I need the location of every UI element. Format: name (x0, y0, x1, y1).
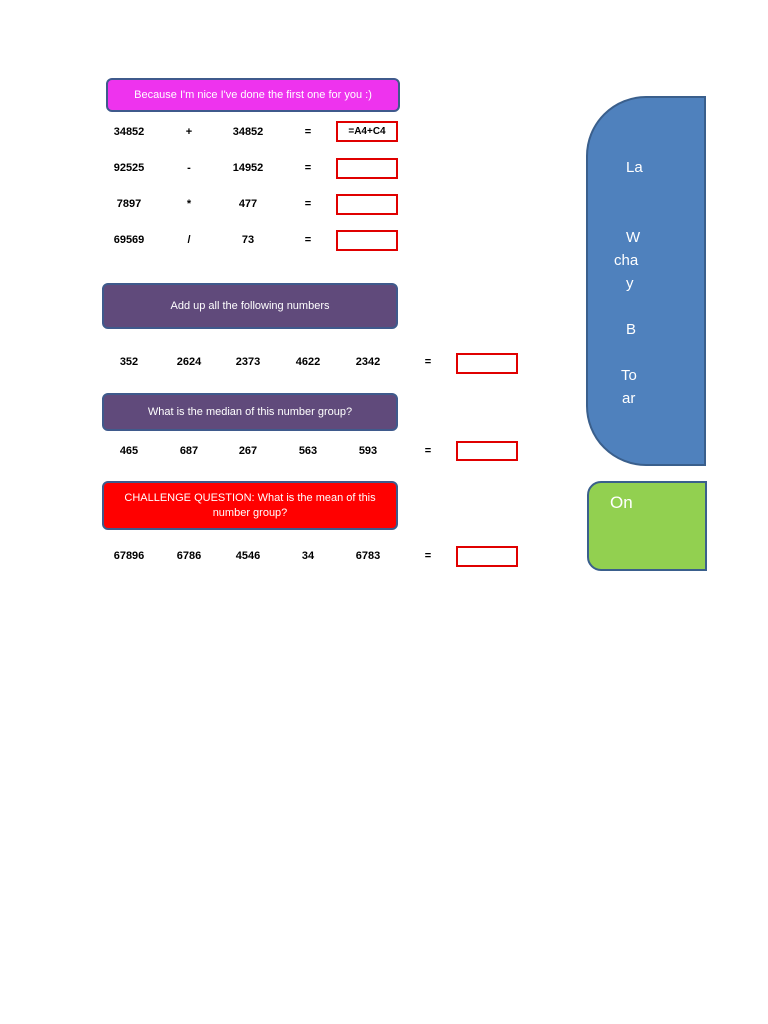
equals-sign: = (424, 356, 432, 368)
operand-b: 34852 (232, 126, 264, 138)
equals-sign: = (304, 198, 312, 210)
answer-cell[interactable] (336, 158, 398, 179)
median-question-banner: What is the median of this number group? (102, 393, 398, 431)
instruction-line: cha (614, 252, 639, 269)
equals-sign: = (304, 126, 312, 138)
number-cell: 2373 (235, 356, 261, 368)
number-cell: 267 (238, 445, 258, 457)
operand-a: 92525 (113, 162, 145, 174)
number-cell: 563 (298, 445, 318, 457)
answer-cell[interactable] (336, 230, 398, 251)
instruction-line: B (626, 321, 637, 338)
number-cell: 352 (119, 356, 139, 368)
number-cell: 465 (119, 445, 139, 457)
operator: - (187, 162, 191, 174)
operand-a: 34852 (113, 126, 145, 138)
number-cell: 2342 (355, 356, 381, 368)
instruction-line: y (626, 275, 634, 292)
number-cell: 67896 (113, 550, 145, 562)
operand-b: 73 (241, 234, 255, 246)
operand-a: 7897 (116, 198, 142, 210)
green-note-text: On (610, 493, 633, 512)
green-note-panel (587, 481, 637, 571)
challenge-question-banner: CHALLENGE QUESTION: What is the mean of this number group? (102, 481, 398, 530)
operator: * (186, 198, 192, 210)
instruction-line: ar (622, 390, 636, 407)
equals-sign: = (304, 234, 312, 246)
number-cell: 2624 (176, 356, 202, 368)
number-cell: 6783 (355, 550, 381, 562)
operand-b: 477 (238, 198, 258, 210)
equals-sign: = (304, 162, 312, 174)
number-cell: 593 (358, 445, 378, 457)
challenge-answer-cell[interactable] (456, 546, 518, 567)
number-cell: 687 (179, 445, 199, 457)
instructions-shape (586, 96, 706, 466)
median-answer-cell[interactable] (456, 441, 518, 461)
example-banner: Because I'm nice I've done the first one for you :) (106, 78, 400, 112)
number-cell: 34 (301, 550, 315, 562)
number-cell: 4546 (235, 550, 261, 562)
instruction-line: W (626, 229, 641, 246)
answer-cell[interactable] (336, 194, 398, 215)
instruction-line: La (626, 159, 643, 176)
operator: / (187, 234, 191, 246)
equals-sign: = (424, 445, 432, 457)
sum-answer-cell[interactable] (456, 353, 518, 374)
instruction-line: To (621, 367, 637, 384)
operand-b: 14952 (232, 162, 264, 174)
instructions-panel (586, 96, 643, 468)
operator: + (185, 126, 193, 138)
answer-cell[interactable]: =A4+C4 (336, 121, 398, 142)
number-cell: 4622 (295, 356, 321, 368)
sum-question-banner: Add up all the following numbers (102, 283, 398, 329)
number-cell: 6786 (176, 550, 202, 562)
equals-sign: = (424, 550, 432, 562)
green-note-shape (587, 481, 707, 571)
operand-a: 69569 (113, 234, 145, 246)
